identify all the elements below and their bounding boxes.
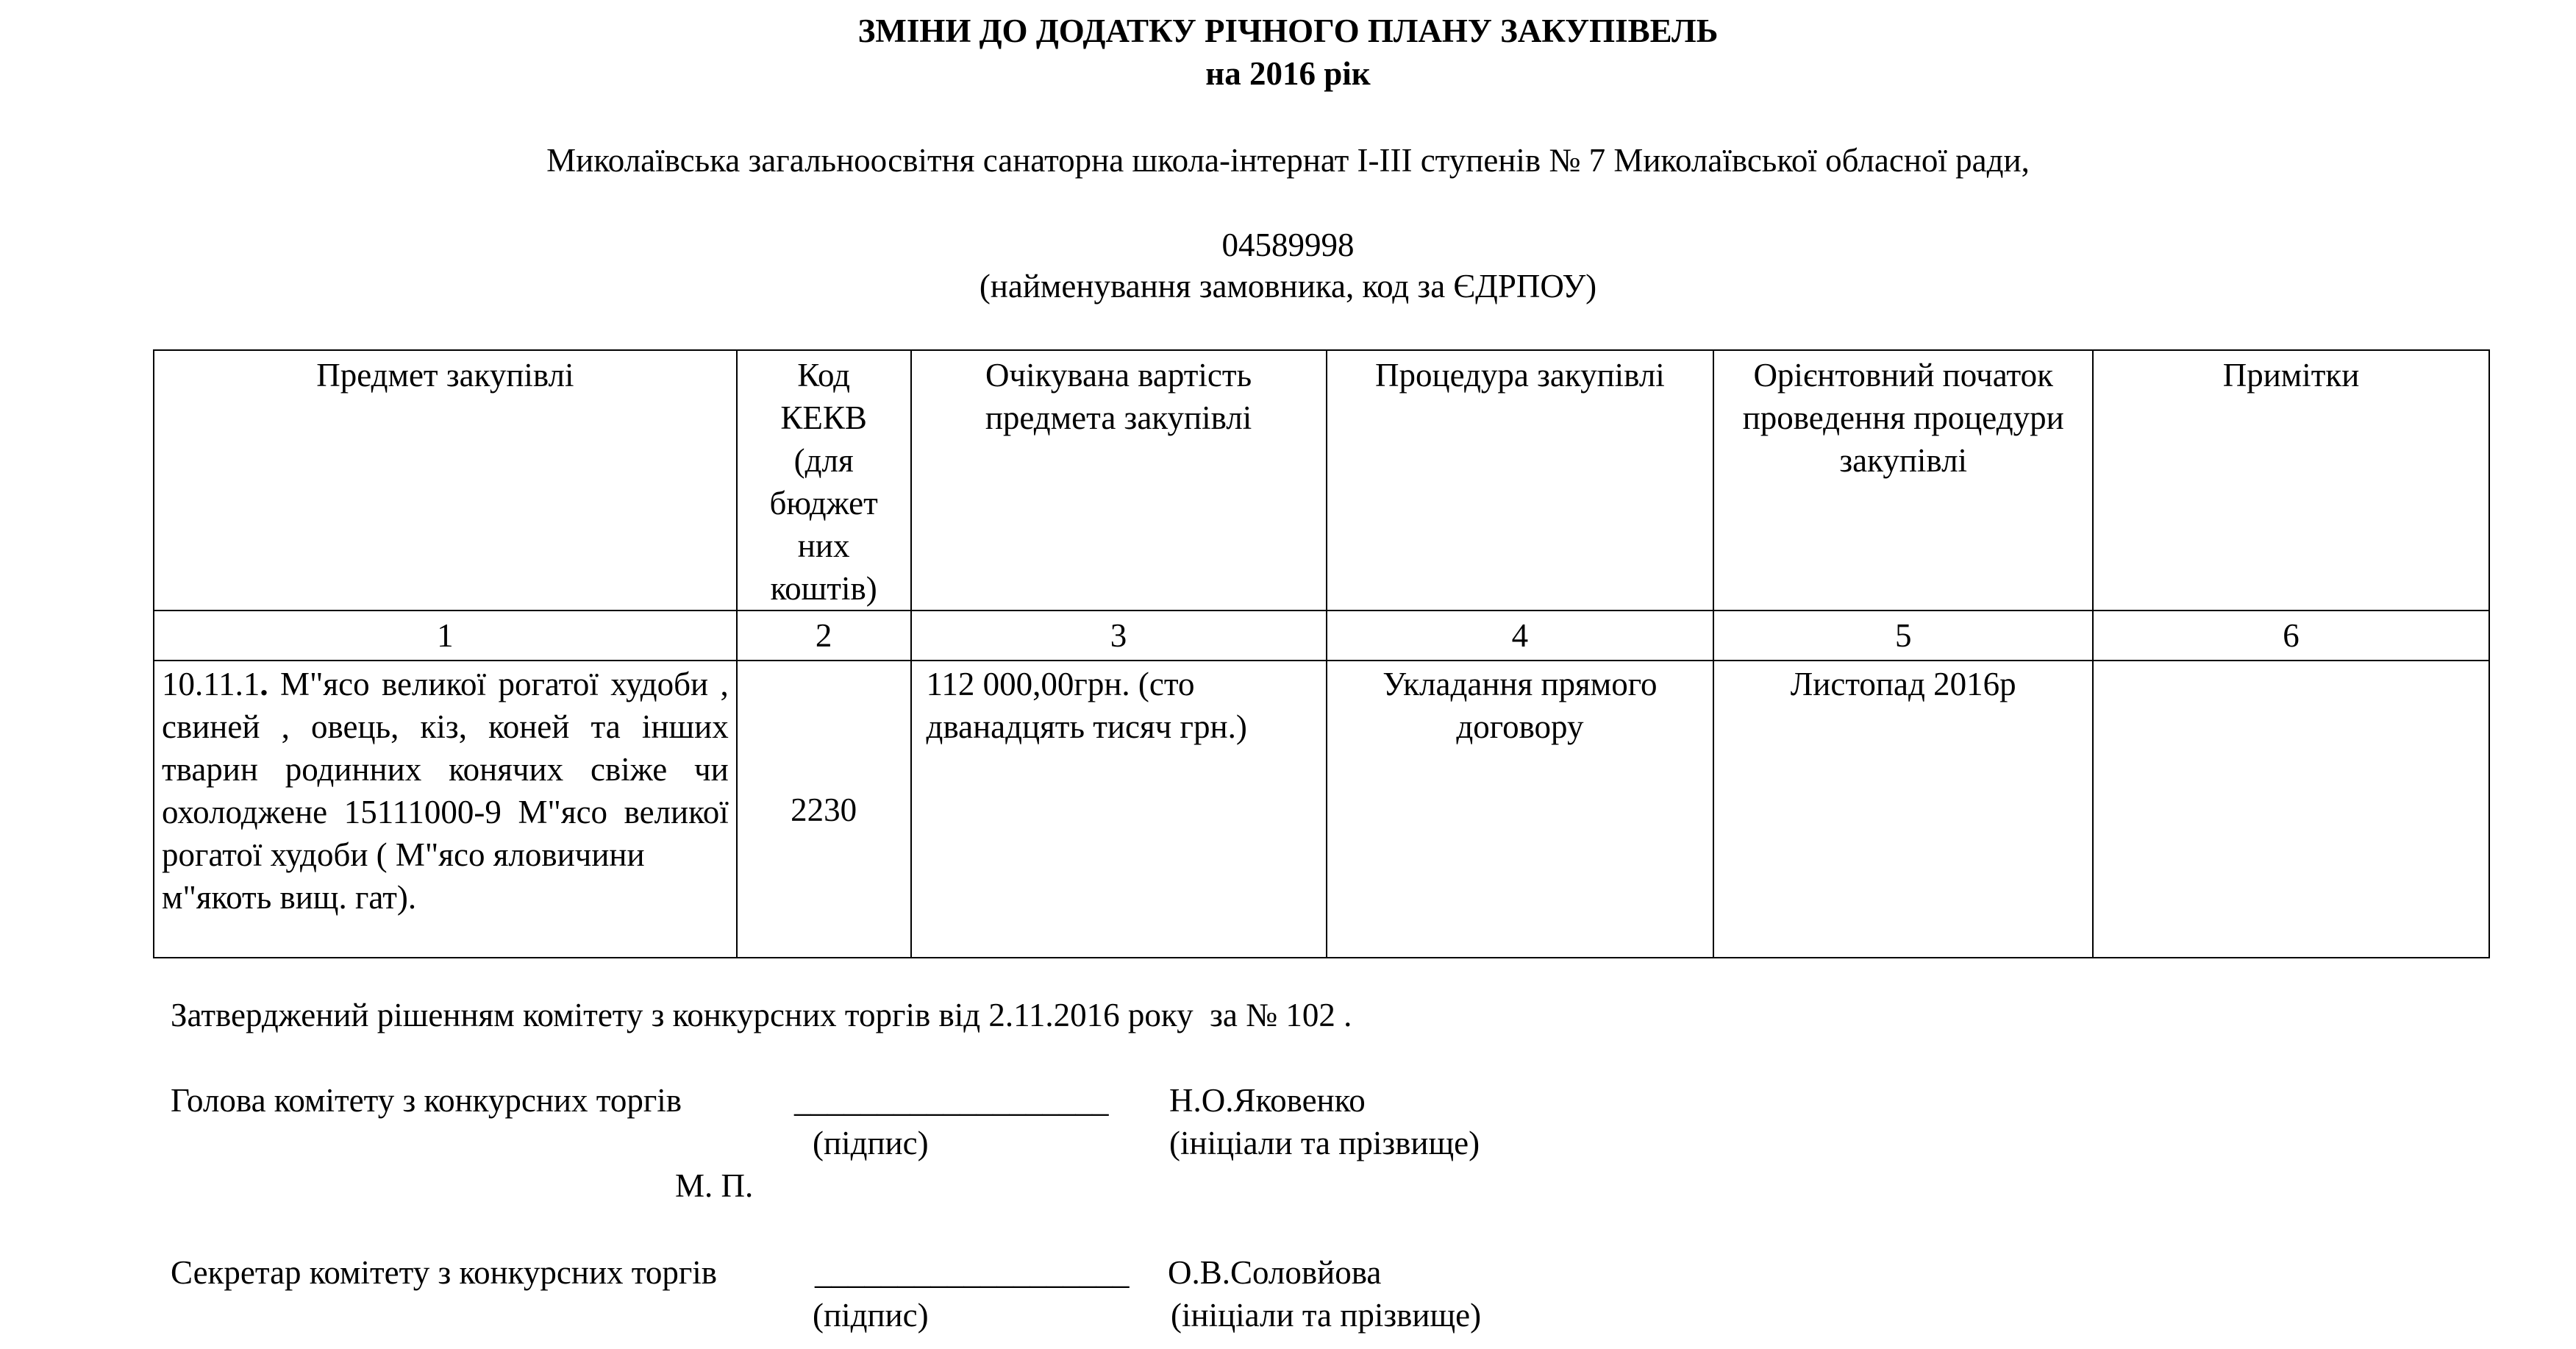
column-number: 4 bbox=[1327, 611, 1714, 661]
document-title: ЗМІНИ ДО ДОДАТКУ РІЧНОГО ПЛАНУ ЗАКУПІВЕЛЬ bbox=[857, 13, 1719, 49]
cell-notes bbox=[2093, 661, 2489, 958]
header-notes: Примітки bbox=[2093, 350, 2489, 611]
header-kekv bbox=[737, 350, 911, 611]
procurement-table bbox=[153, 349, 2490, 958]
header-kekv-line: КЕКВ bbox=[780, 399, 867, 436]
chair-sign-caption: (підпис) bbox=[813, 1125, 929, 1161]
column-number: 1 bbox=[154, 611, 737, 661]
subject-dot: . bbox=[260, 666, 268, 702]
column-number: 6 bbox=[2093, 611, 2489, 661]
stamp-place: М. П. bbox=[675, 1167, 754, 1204]
column-number: 2 bbox=[737, 611, 911, 661]
header-kekv-line: них bbox=[797, 527, 850, 564]
secretary-sign-caption: (підпис) bbox=[813, 1297, 929, 1334]
header-kekv-line: бюджет bbox=[769, 485, 878, 522]
column-number: 5 bbox=[1713, 611, 2093, 661]
chair-role: Голова комітету з конкурсних торгів bbox=[171, 1082, 682, 1119]
document-subtitle: на 2016 рік bbox=[1205, 55, 1371, 92]
cell-cost: 112 000,00грн. (сто дванадцять тисяч грн.) bbox=[911, 661, 1327, 958]
table-header-row bbox=[154, 350, 2489, 611]
secretary-role: Секретар комітету з конкурсних торгів bbox=[171, 1254, 718, 1291]
approval-text: Затверджений рішенням комітету з конкурсних торгів від 2.11.2016 року за № 102 . bbox=[171, 997, 1352, 1033]
secretary-name: О.В.Соловйова bbox=[1168, 1254, 1382, 1291]
header-subject: Предмет закупівлі bbox=[154, 350, 737, 611]
subject-code: 10.11.1 bbox=[162, 666, 260, 702]
header-start: Орієнтовний початок проведення процедури закупівлі bbox=[1713, 350, 2093, 611]
chair-signature-line: ___________________ bbox=[794, 1082, 1109, 1119]
header-kekv-line: Код bbox=[797, 357, 851, 394]
secretary-name-caption: (ініціали та прізвище) bbox=[1171, 1297, 1482, 1334]
chair-name: Н.О.Яковенко bbox=[1169, 1082, 1366, 1119]
column-number-row bbox=[154, 611, 2489, 661]
header-cost: Очікувана вартість предмета закупівлі bbox=[911, 350, 1327, 611]
header-kekv-line: (для bbox=[793, 442, 854, 479]
header-kekv-line: коштів) bbox=[770, 570, 877, 607]
column-number: 3 bbox=[911, 611, 1327, 661]
customer-code: 04589998 bbox=[1221, 227, 1355, 263]
subject-last-line: м"якоть вищ. гат). bbox=[162, 879, 417, 916]
subject-text: М"ясо великої рогатої худоби , свиней , овець, кіз, коней та інших тварин родинних конячих свіже чи охолоджене 15111000-9 М"ясо великої рогатої худоби ( М"ясо яловичини bbox=[162, 666, 729, 873]
secretary-signature-line: ___________________ bbox=[815, 1254, 1130, 1291]
customer-caption: (найменування замовника, код за ЄДРПОУ) bbox=[979, 268, 1597, 305]
header-procedure: Процедура закупівлі bbox=[1327, 350, 1714, 611]
chair-name-caption: (ініціали та прізвище) bbox=[1169, 1125, 1480, 1161]
cell-procedure: Укладання прямого договору bbox=[1327, 661, 1714, 958]
customer-name: Миколаївська загальноосвітня санаторна школа-інтернат І-ІІІ ступенів № 7 Миколаївської обласної ради, bbox=[546, 142, 2030, 179]
cell-subject bbox=[154, 661, 737, 958]
cell-kekv: 2230 bbox=[737, 661, 911, 958]
table-row bbox=[154, 661, 2489, 958]
cell-start: Листопад 2016р bbox=[1713, 661, 2093, 958]
